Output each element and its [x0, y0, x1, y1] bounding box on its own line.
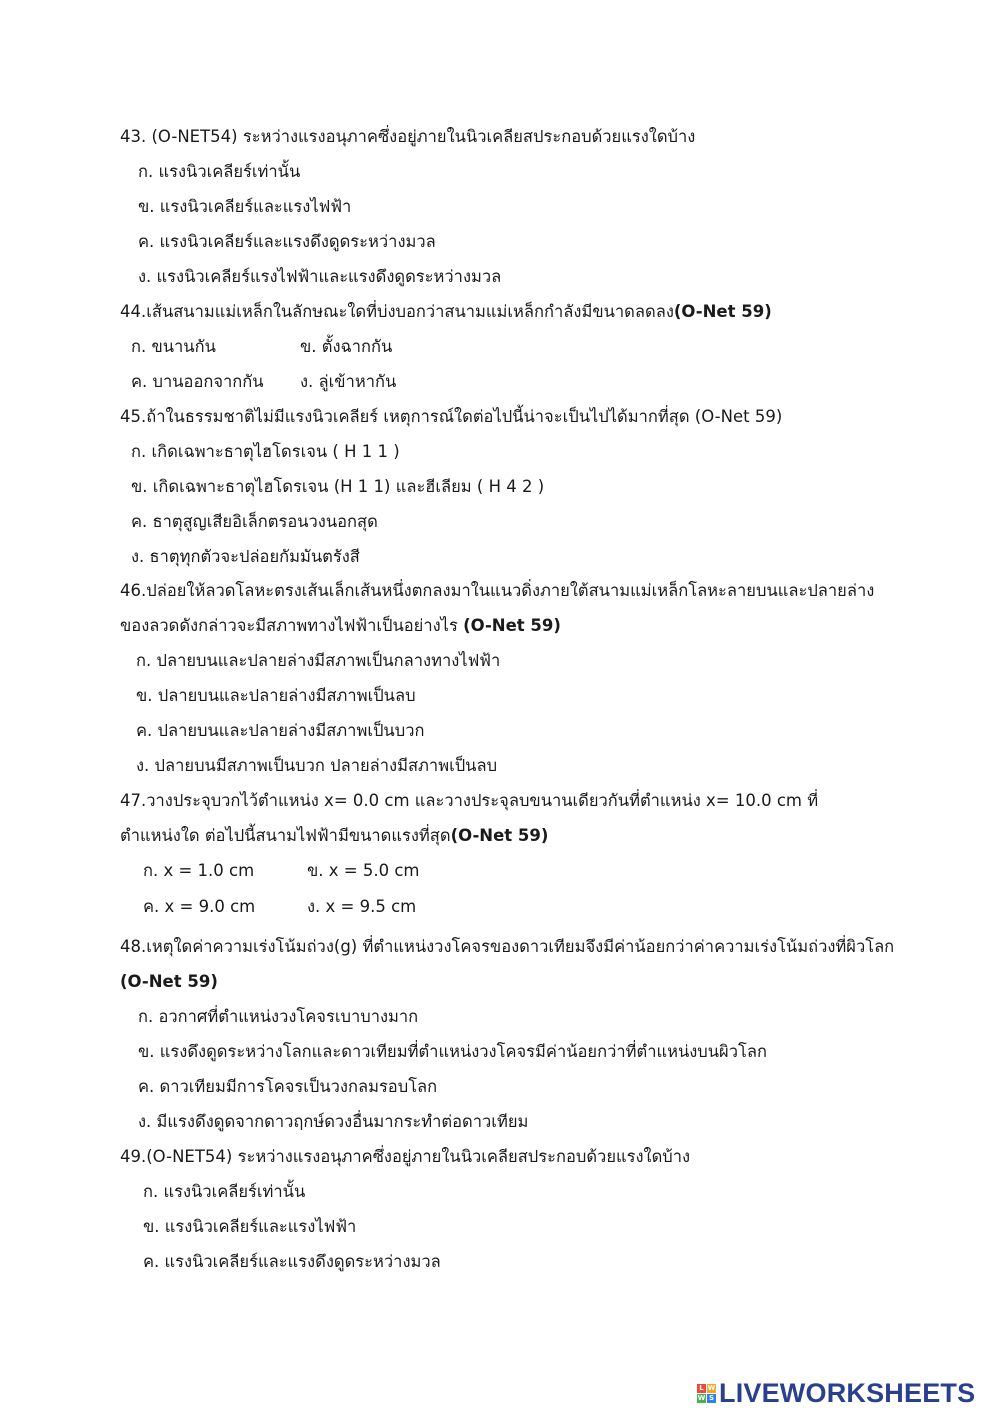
q48-option-d[interactable]: ง. มีแรงดึงดูดจากดาวฤกษ์ดวงอื่นมากระทำต่อดาวเทียม: [138, 1112, 529, 1131]
q47-source-tag: (O-Net 59): [450, 826, 549, 845]
q49-option-c[interactable]: ค. แรงนิวเคลียร์และแรงดึงดูดระหว่างมวล: [143, 1252, 441, 1271]
q47-option-c[interactable]: ค. x = 9.0 cm: [143, 897, 256, 916]
q46-option-b[interactable]: ข. ปลายบนและปลายล่างมีสภาพเป็นลบ: [136, 686, 416, 705]
q44-option-d[interactable]: ง. ลู่เข้าหากัน: [300, 372, 397, 391]
q45-option-b[interactable]: ข. เกิดเฉพาะธาตุไฮโดรเจน (H 1 1) และฮีเลียม ( H 4 2 ): [131, 477, 545, 496]
q46-stem-line-2: [120, 615, 561, 637]
q44-option-c[interactable]: ค. บานออกจากกัน: [131, 372, 264, 391]
q46-option-d[interactable]: ง. ปลายบนมีสภาพเป็นบวก ปลายล่างมีสภาพเป็นลบ: [136, 756, 498, 775]
q48-option-c[interactable]: ค. ดาวเทียมมีการโคจรเป็นวงกลมรอบโลก: [138, 1077, 438, 1096]
q44-stem: 44.เส้นสนามแม่เหล็กในลักษณะใดที่บ่งบอกว่าสนามแม่เหล็กกำลังมีขนาดลดลง: [120, 302, 674, 321]
q46-source-tag: (O-Net 59): [463, 616, 561, 635]
q47-option-a[interactable]: ก. x = 1.0 cm: [143, 861, 255, 880]
liveworksheets-logo[interactable]: [697, 1378, 975, 1408]
q48-source-tag: (O-Net 59): [120, 972, 218, 991]
q44-option-b[interactable]: ข. ตั้งฉากกัน: [300, 337, 393, 356]
q46-option-a[interactable]: ก. ปลายบนและปลายล่างมีสภาพเป็นกลางทางไฟฟ้า: [136, 651, 501, 670]
q46-stem-line-1: 46.ปล่อยให้ลวดโลหะตรงเส้นเล็กเส้นหนึ่งตกลงมาในแนวดิ่งภายใต้สนามแม่เหล็กโลหะลายบนและปลายล่าง: [120, 581, 875, 600]
q47-option-d[interactable]: ง. x = 9.5 cm: [307, 897, 417, 916]
q43-option-a[interactable]: ก. แรงนิวเคลียร์เท่านั้น: [138, 162, 301, 181]
q46-option-c[interactable]: ค. ปลายบนและปลายล่างมีสภาพเป็นบวก: [136, 721, 425, 740]
logo-letter-w-2: W: [697, 1393, 706, 1402]
q43-option-c[interactable]: ค. แรงนิวเคลียร์และแรงดึงดูดระหว่างมวล: [138, 232, 436, 251]
q48-option-a[interactable]: ก. อวกาศที่ตำแหน่งวงโคจรเบาบางมาก: [138, 1007, 419, 1026]
brand-name: LIVEWORKSHEETS: [719, 1377, 976, 1408]
logo-mark-icon: [697, 1384, 716, 1403]
q49-option-a[interactable]: ก. แรงนิวเคลียร์เท่านั้น: [143, 1182, 306, 1201]
q48-stem-line-1: 48.เหตุใดค่าความเร่งโน้มถ่วง(g) ที่ตำแหน่งวงโคจรของดาวเทียมจึงมีค่าน้อยกว่าค่าความเร่งโน้มถ่วงที่ผิวโลก: [120, 937, 895, 956]
q44-option-a[interactable]: ก. ขนานกัน: [131, 337, 216, 356]
q47-stem: ตำแหน่งใด ต่อไปนี้สนามไฟฟ้ามีขนาดแรงที่สุด: [120, 826, 451, 845]
q43-stem: 43. (O-NET54) ระหว่างแรงอนุภาคซึ่งอยู่ภายในนิวเคลียสประกอบด้วยแรงใดบ้าง: [120, 127, 696, 146]
q43-option-b[interactable]: ข. แรงนิวเคลียร์และแรงไฟฟ้า: [138, 197, 352, 216]
logo-letter-l: L: [697, 1384, 706, 1393]
q47-option-b[interactable]: ข. x = 5.0 cm: [307, 861, 420, 880]
q44-stem-line: [120, 301, 772, 323]
q45-option-c[interactable]: ค. ธาตุสูญเสียอิเล็กตรอนวงนอกสุด: [131, 512, 378, 531]
q45-option-a[interactable]: ก. เกิดเฉพาะธาตุไฮโดรเจน ( H 1 1 ): [131, 442, 400, 461]
q49-option-b[interactable]: ข. แรงนิวเคลียร์และแรงไฟฟ้า: [143, 1217, 357, 1236]
q45-option-d[interactable]: ง. ธาตุทุกตัวจะปล่อยกัมมันตรังสี: [131, 547, 360, 566]
logo-letter-s: S: [708, 1393, 715, 1402]
q47-stem-line-2: [120, 825, 548, 847]
q45-stem: 45.ถ้าในธรรมชาติไม่มีแรงนิวเคลียร์ เหตุการณ์ใดต่อไปนี้น่าจะเป็นไปได้มากที่สุด (O-Net 59): [120, 407, 783, 426]
q46-stem: ของลวดดังกล่าวจะมีสภาพทางไฟฟ้าเป็นอย่างไร: [120, 616, 458, 635]
q43-option-d[interactable]: ง. แรงนิวเคลียร์แรงไฟฟ้าและแรงดึงดูดระหว่างมวล: [138, 267, 502, 286]
q48-option-b[interactable]: ข. แรงดึงดูดระหว่างโลกและดาวเทียมที่ตำแหน่งวงโคจรมีค่าน้อยกว่าที่ตำแหน่งบนผิวโลก: [138, 1042, 767, 1061]
q44-source-tag: (O-Net 59): [673, 302, 772, 321]
q49-stem: 49.(O-NET54) ระหว่างแรงอนุภาคซึ่งอยู่ภายในนิวเคลียสประกอบด้วยแรงใดบ้าง: [120, 1147, 691, 1166]
logo-letter-w: W: [707, 1383, 716, 1392]
q47-stem-line-1: 47.วางประจุบวกไว้ตำแหน่ง x= 0.0 cm และวางประจุลบขนานเดียวกันที่ตำแหน่ง x= 10.0 cm ที่: [120, 791, 819, 810]
